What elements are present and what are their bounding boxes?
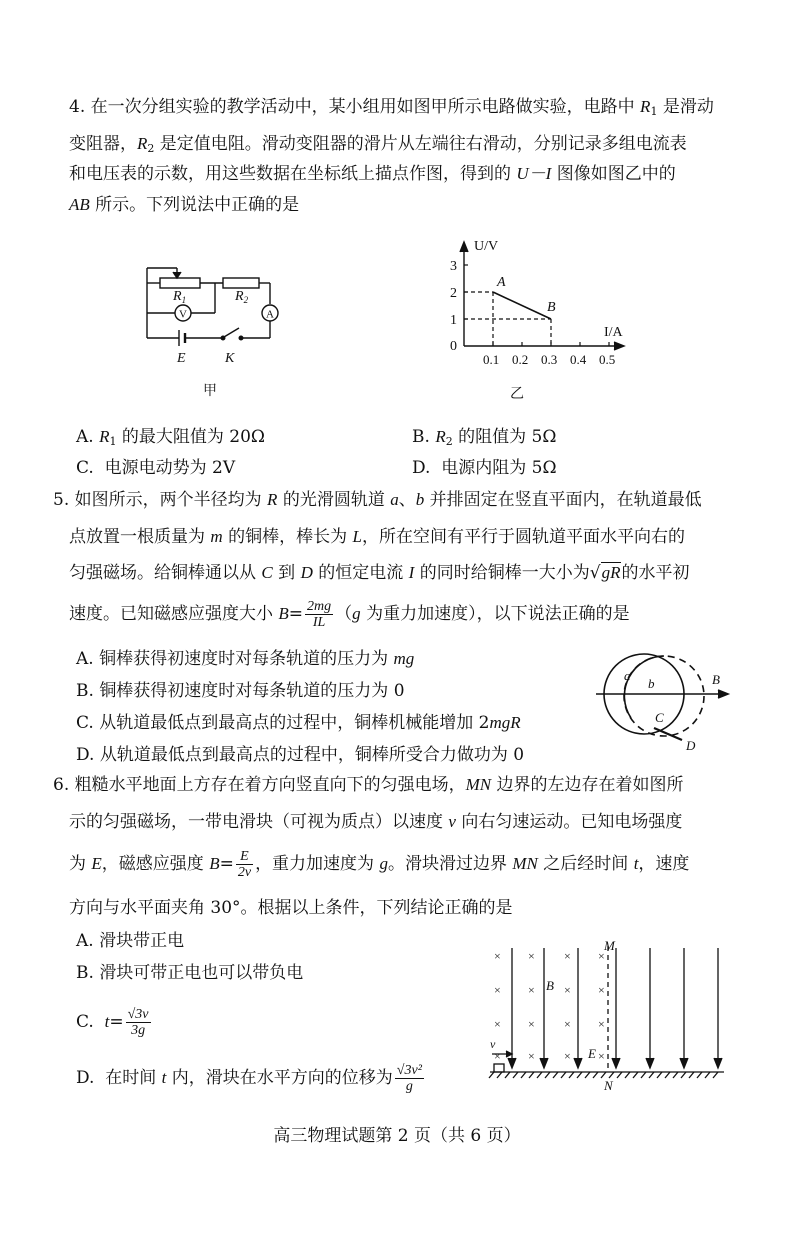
q5-option-a[interactable]: A. 铜棒获得初速度时对每条轨道的压力为 mg <box>76 649 415 669</box>
slider-block <box>494 1064 504 1072</box>
b-field-cross: × <box>598 1017 605 1031</box>
b-field-cross: × <box>564 983 571 997</box>
ground-hatch <box>561 1072 566 1078</box>
e-field-arrowhead-4 <box>646 1058 654 1068</box>
label-a: A <box>266 308 274 321</box>
q4-line-3: 和电压表的示数，用这些数据在坐标纸上描点作图，得到的 U－I 图像如图乙中的 <box>69 164 676 184</box>
svg-text:E: E <box>588 1046 596 1061</box>
caption-yi: 乙 <box>510 387 524 402</box>
b-field-cross: × <box>564 1017 571 1031</box>
q5-line-1: 5. 如图所示，两个半径均为 R 的光滑圆轨道 a、b 并排固定在竖直平面内，在轨道最低 <box>53 490 702 510</box>
x-tick-label-0.3: 0.3 <box>541 352 558 367</box>
switch-icon <box>224 328 239 337</box>
ground-hatch <box>649 1072 654 1078</box>
q6-option-c-fraction: $\frac{√3v}{3g}$ <box>127 1007 149 1038</box>
q4-line-4: AB 所示。下列说法中正确的是 <box>69 195 300 215</box>
q4-number: 4. <box>69 97 86 117</box>
ground-hatch <box>633 1072 638 1078</box>
q5-number: 5. <box>53 490 70 510</box>
b-field-cross: × <box>528 983 535 997</box>
q6-line-3: 为 E，磁感应强度 B= $\frac{E}{2v}$ ，重力加速度为 g。滑块滑过边界 MN 之后经时间 t，速度 <box>69 849 690 880</box>
x-axis-label: I/A <box>604 325 623 340</box>
label-k: K <box>225 351 235 366</box>
r2-resistor <box>223 278 259 288</box>
point-a-label: A <box>497 275 506 290</box>
ground-hatch <box>569 1072 574 1078</box>
ground-hatch <box>497 1072 502 1078</box>
r1-resistor <box>160 278 200 288</box>
ground-hatch <box>529 1072 534 1078</box>
point-b-label: B <box>547 300 556 315</box>
b-field-cross: × <box>494 983 501 997</box>
y-tick-label-2: 2 <box>450 286 457 301</box>
ground-hatch <box>489 1072 494 1078</box>
q5-line-4: 速度。已知磁感应强度大小 B= $\frac{2mg}{IL}$ （g 为重力加速度），以下说法正确的是 <box>69 599 630 630</box>
q5-line-3: 匀强磁场。给铜棒通以从 C 到 D 的恒定电流 I 的同时给铜棒一大小为√gR的水平初 <box>69 563 690 583</box>
ground-hatch <box>673 1072 678 1078</box>
q4-option-c[interactable]: C. 电源电动势为 2V <box>76 458 236 478</box>
field-diagram <box>484 936 734 1096</box>
q6-option-b[interactable]: B. 滑块可带正电也可以带负电 <box>76 963 304 983</box>
ground-hatch <box>617 1072 622 1078</box>
segment-ab <box>493 292 551 319</box>
e-field-arrowhead-5 <box>680 1058 688 1068</box>
q4-line-2: 变阻器，$R_2$ 是定值电阻。滑动变阻器的滑片从左端往右滑动，分别记录多组电流表 <box>69 134 687 155</box>
page-footer: 高三物理试题第 2 页（共 6 页） <box>273 1126 521 1146</box>
e-field-arrowhead-6 <box>714 1058 722 1068</box>
ground-hatch <box>681 1072 686 1078</box>
rail-b-front <box>624 656 664 718</box>
svg-text:D: D <box>686 738 696 753</box>
ground-hatch <box>689 1072 694 1078</box>
b-field-cross: × <box>564 1049 571 1063</box>
y-tick-label-1: 1 <box>450 313 457 328</box>
b-field-cross: × <box>528 1049 535 1063</box>
x-tick-label-0.2: 0.2 <box>512 352 529 367</box>
q4-option-a[interactable]: A. $R_1$ 的最大阻值为 20Ω <box>76 427 266 448</box>
b-field-cross: × <box>598 983 605 997</box>
q6-number: 6. <box>53 775 70 795</box>
ground-hatch <box>665 1072 670 1078</box>
ground-hatch <box>505 1072 510 1078</box>
svg-text:a: a <box>624 668 631 683</box>
ui-graph <box>430 240 640 408</box>
ground-hatch <box>625 1072 630 1078</box>
ground-hatch <box>705 1072 710 1078</box>
caption-jia: 甲 <box>203 384 217 399</box>
e-field-arrowhead-3 <box>612 1058 620 1068</box>
ground-hatch <box>713 1072 718 1078</box>
ground-hatch <box>577 1072 582 1078</box>
ground-hatch <box>513 1072 518 1078</box>
q5-option-c[interactable]: C. 从轨道最低点到最高点的过程中，铜棒机械能增加 2mgR <box>76 713 521 733</box>
q4-line-1: 4. 在一次分组实验的教学活动中，某小组用如图甲所示电路做实验，电路中 $R_1$ 是滑动 <box>69 97 714 118</box>
label-v: V <box>179 308 187 321</box>
b-field-cross: × <box>598 1049 605 1063</box>
circuit-diagram <box>135 258 295 408</box>
x-tick-label-0.4: 0.4 <box>570 352 587 367</box>
origin-label: 0 <box>450 339 457 354</box>
svg-text:B: B <box>712 672 720 687</box>
ground-hatch <box>641 1072 646 1078</box>
label-r2: $R_2$ <box>235 289 249 305</box>
q6-option-d-fraction: $\frac{\text{√3v²}}{g}$ <box>396 1063 422 1094</box>
ground-hatch <box>657 1072 662 1078</box>
q6-line-1: 6. 粗糙水平地面上方存在着方向竖直向下的匀强电场，MN 边界的左边存在着如图所 <box>53 775 684 795</box>
q6-line-2: 示的匀强磁场，一带电滑块（可视为质点）以速度 v 向右匀速运动。已知电场强度 <box>69 812 683 832</box>
b-field-cross: × <box>528 1017 535 1031</box>
e-field-arrowhead-0 <box>508 1058 516 1068</box>
b-field-cross: × <box>494 1049 501 1063</box>
ground-hatch <box>521 1072 526 1078</box>
label-e: E <box>177 351 186 366</box>
ground-hatch <box>553 1072 558 1078</box>
ground-hatch <box>585 1072 590 1078</box>
b-field-cross: × <box>598 949 605 963</box>
y-tick-label-3: 3 <box>450 259 457 274</box>
svg-text:N: N <box>604 1078 613 1093</box>
svg-text:B: B <box>546 978 554 993</box>
q5-option-d[interactable]: D. 从轨道最低点到最高点的过程中，铜棒所受合力做功为 0 <box>76 745 525 765</box>
q5-line-2: 点放置一根质量为 m 的铜棒，棒长为 L，所在空间有平行于圆轨道平面水平向右的 <box>69 527 685 547</box>
ground-hatch <box>545 1072 550 1078</box>
q4-option-b[interactable]: B. $R_2$ 的阻值为 5Ω <box>412 427 557 448</box>
q4-option-d[interactable]: D. 电源内阻为 5Ω <box>412 458 557 478</box>
x-tick-label-0.1: 0.1 <box>483 352 500 367</box>
x-tick-label-0.5: 0.5 <box>599 352 616 367</box>
rails-diagram <box>592 646 742 758</box>
ground-hatch <box>593 1072 598 1078</box>
svg-text:C: C <box>655 710 664 725</box>
q5-option-b[interactable]: B. 铜棒获得初速度时对每条轨道的压力为 0 <box>76 681 405 701</box>
e-field-arrowhead-2 <box>574 1058 582 1068</box>
ground-hatch <box>697 1072 702 1078</box>
q6-option-d[interactable]: D. 在时间 t 内，滑块在水平方向的位移为 $\frac{\text{√3v²}}{g}$ <box>76 1063 422 1094</box>
b-field-cross: × <box>564 949 571 963</box>
svg-text:b: b <box>648 676 655 691</box>
b-field-cross: × <box>494 1017 501 1031</box>
q6-option-c[interactable]: C. t= $\frac{√3v}{3g}$ <box>76 1007 149 1038</box>
b-field-cross: × <box>528 949 535 963</box>
svg-text:M: M <box>604 938 615 953</box>
b-field-cross: × <box>494 949 501 963</box>
e-field-arrowhead-1 <box>540 1058 548 1068</box>
y-axis-label: U/V <box>474 240 499 254</box>
q6-fraction: $\frac{E}{2v}$ <box>237 849 252 880</box>
ground-hatch <box>537 1072 542 1078</box>
q5-fraction: $\frac{2mg}{IL}$ <box>307 599 332 630</box>
q6-line-4: 方向与水平面夹角 30°。根据以上条件，下列结论正确的是 <box>69 898 513 918</box>
label-r1: $R_1$ <box>173 289 187 305</box>
svg-text:v: v <box>490 1037 496 1051</box>
q6-option-a[interactable]: A. 滑块带正电 <box>76 931 185 951</box>
